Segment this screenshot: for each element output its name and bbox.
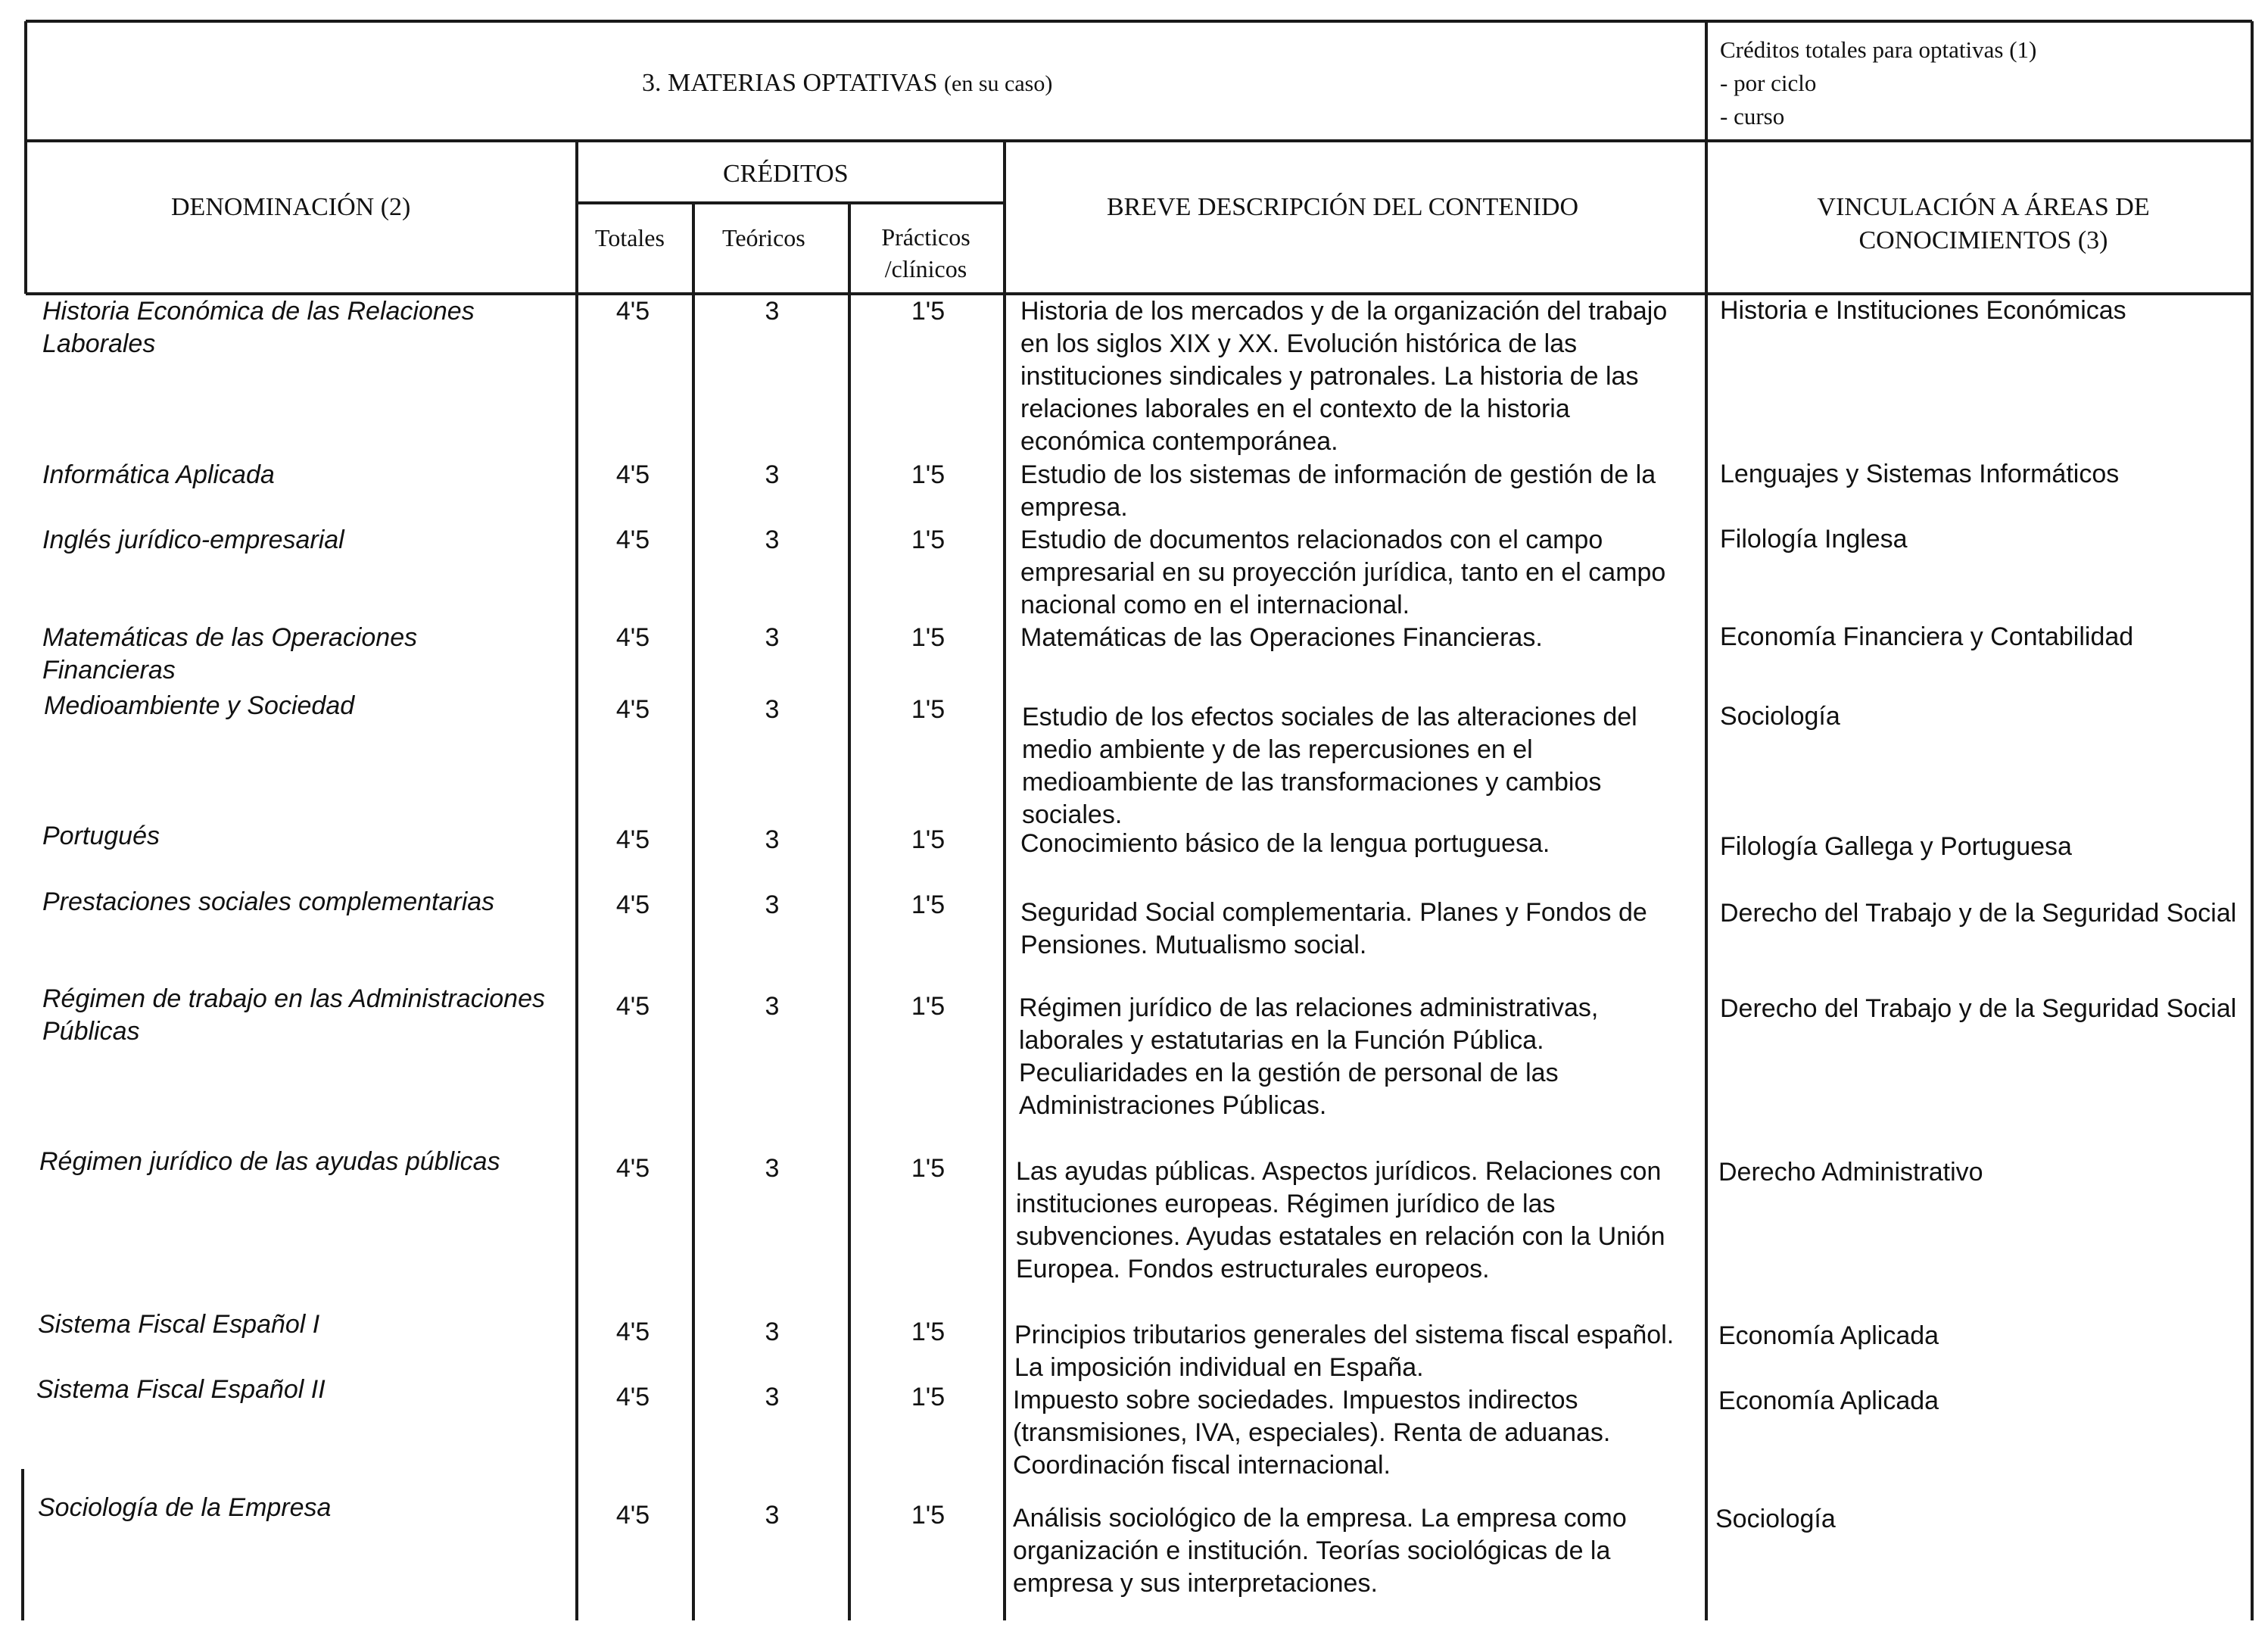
row-descripcion: Las ayudas públicas. Aspectos jurídicos. Relaciones con instituciones europeas. Régimen jurídico de las subvenciones. Ayudas estatales en relación con la Unión Europea. Fondos estructurales europeos. <box>1016 1157 1665 1283</box>
col-header-teoricos: Teóricos <box>722 224 805 251</box>
row-area: Sociología <box>1715 1505 1836 1533</box>
row-totales: 4'5 <box>615 1318 650 1346</box>
row-denominacion: Matemáticas de las Operaciones Financieras <box>42 623 418 685</box>
col-header-vinculacion-line-1: VINCULACIÓN A ÁREAS DE <box>1817 193 2150 221</box>
row-area: Economía Aplicada <box>1718 1321 1939 1350</box>
row-totales: 4'5 <box>615 623 650 652</box>
row-practicos: 1'5 <box>911 1154 946 1183</box>
row-denominacion: Historia Económica de las Relaciones Laborales <box>42 297 475 358</box>
row-area: Derecho Administrativo <box>1718 1158 1983 1187</box>
row-practicos: 1'5 <box>911 460 946 489</box>
row-area: Lenguajes y Sistemas Informáticos <box>1720 460 2120 488</box>
row-teoricos: 3 <box>765 460 780 489</box>
col-header-vinculacion <box>1771 191 2195 257</box>
row-totales: 4'5 <box>615 526 650 554</box>
row-area: Filología Gallega y Portuguesa <box>1720 832 2072 861</box>
row-descripcion: Estudio de los sistemas de información de gestión de la empresa. <box>1020 460 1656 522</box>
row-teoricos: 3 <box>765 526 780 554</box>
row-denominacion: Medioambiente y Sociedad <box>44 691 355 720</box>
row-denominacion: Informática Aplicada <box>42 460 275 489</box>
row-teoricos: 3 <box>765 1318 780 1346</box>
row-teoricos: 3 <box>765 890 780 919</box>
row-area: Derecho del Trabajo y de la Seguridad Social <box>1720 899 2237 928</box>
row-practicos: 1'5 <box>911 825 946 854</box>
row-descripcion: Régimen jurídico de las relaciones administrativas, laborales y estatutarias en la Función Pública. Peculiaridades en la gestión de personal de las Administraciones Públicas. <box>1019 993 1599 1120</box>
col-header-totales: Totales <box>595 224 665 251</box>
row-descripcion: Seguridad Social complementaria. Planes y Fondos de Pensiones. Mutualismo social. <box>1020 898 1647 959</box>
row-teoricos: 3 <box>765 825 780 854</box>
row-totales: 4'5 <box>615 890 650 919</box>
row-practicos: 1'5 <box>911 695 946 724</box>
col-header-creditos: CRÉDITOS <box>723 160 849 188</box>
row-practicos: 1'5 <box>911 526 946 554</box>
section-title-suffix: (en su caso) <box>944 71 1053 96</box>
row-denominacion: Portugués <box>42 822 160 850</box>
row-totales: 4'5 <box>615 460 650 489</box>
row-denominacion: Sistema Fiscal Español II <box>36 1375 326 1404</box>
credits-totales-line-1: Créditos totales para optativas (1) <box>1720 36 2037 63</box>
row-descripcion: Impuesto sobre sociedades. Impuestos indirectos (transmisiones, IVA, especiales). Renta de aduanas. Coordinación fiscal internacional. <box>1013 1386 1611 1480</box>
col-header-descripcion: BREVE DESCRIPCIÓN DEL CONTENIDO <box>1107 193 1579 221</box>
row-teoricos: 3 <box>765 992 780 1021</box>
row-descripcion: Análisis sociológico de la empresa. La empresa como organización e institución. Teorías sociológicas de la empresa y sus interpretaciones. <box>1013 1504 1627 1598</box>
row-teoricos: 3 <box>765 1383 780 1411</box>
row-teoricos: 3 <box>765 623 780 652</box>
row-descripcion: Estudio de los efectos sociales de las alteraciones del medio ambiente y de las repercusiones en el medioambiente de las transformaciones y cambios sociales. <box>1022 703 1637 829</box>
row-totales: 4'5 <box>615 1154 650 1183</box>
row-teoricos: 3 <box>765 695 780 724</box>
row-area: Filología Inglesa <box>1720 525 1908 554</box>
row-totales: 4'5 <box>615 992 650 1021</box>
row-denominacion: Sociología de la Empresa <box>38 1493 332 1522</box>
col-header-practicos <box>869 221 983 285</box>
row-practicos: 1'5 <box>911 1318 946 1346</box>
credits-totales-line-2: - por ciclo <box>1720 70 1817 96</box>
row-denominacion: Régimen jurídico de las ayudas públicas <box>39 1147 500 1176</box>
row-teoricos: 3 <box>765 1501 780 1530</box>
col-header-vinculacion-line-2: CONOCIMIENTOS (3) <box>1858 226 2108 254</box>
row-totales: 4'5 <box>615 825 650 854</box>
row-practicos: 1'5 <box>911 1383 946 1411</box>
row-denominacion: Sistema Fiscal Español I <box>38 1310 320 1339</box>
row-totales: 4'5 <box>615 1383 650 1411</box>
row-descripcion: Conocimiento básico de la lengua portuguesa. <box>1020 829 1550 858</box>
row-area: Derecho del Trabajo y de la Seguridad Social <box>1720 994 2237 1023</box>
row-descripcion: Estudio de documentos relacionados con el campo empresarial en su proyección jurídica, tanto en el campo nacional como en el internacional. <box>1020 526 1666 619</box>
col-header-practicos-line-2: /clínicos <box>884 255 967 282</box>
col-header-denominacion: DENOMINACIÓN (2) <box>171 193 411 221</box>
row-totales: 4'5 <box>615 297 650 326</box>
row-area: Sociología <box>1720 702 1840 731</box>
row-area: Economía Aplicada <box>1718 1386 1939 1415</box>
row-practicos: 1'5 <box>911 623 946 652</box>
row-denominacion: Inglés jurídico-empresarial <box>42 526 344 554</box>
row-area: Historia e Instituciones Económicas <box>1720 296 2126 325</box>
row-totales: 4'5 <box>615 1501 650 1530</box>
row-teoricos: 3 <box>765 297 780 326</box>
col-header-practicos-line-1: Prácticos <box>881 223 970 251</box>
row-totales: 4'5 <box>615 695 650 724</box>
row-practicos: 1'5 <box>911 890 946 919</box>
row-teoricos: 3 <box>765 1154 780 1183</box>
section-title-main: 3. MATERIAS OPTATIVAS <box>642 69 938 97</box>
row-denominacion: Régimen de trabajo en las Administraciones Públicas <box>42 984 545 1046</box>
credits-totales-line-3: - curso <box>1720 103 1785 129</box>
row-practicos: 1'5 <box>911 1501 946 1530</box>
row-descripcion: Principios tributarios generales del sistema fiscal español. La imposición individual en España. <box>1014 1321 1675 1382</box>
row-practicos: 1'5 <box>911 992 946 1021</box>
row-descripcion: Historia de los mercados y de la organización del trabajo en los siglos XIX y XX. Evolución histórica de las instituciones sindicales y patronales. La historia de las relaciones laborales en el contexto de la historia económica contemporánea. <box>1020 297 1668 456</box>
row-denominacion: Prestaciones sociales complementarias <box>42 887 495 916</box>
credits-totales-box <box>1720 33 2036 133</box>
row-practicos: 1'5 <box>911 297 946 326</box>
section-title <box>642 67 1052 101</box>
row-area: Economía Financiera y Contabilidad <box>1720 622 2134 651</box>
row-descripcion: Matemáticas de las Operaciones Financieras. <box>1020 623 1543 652</box>
